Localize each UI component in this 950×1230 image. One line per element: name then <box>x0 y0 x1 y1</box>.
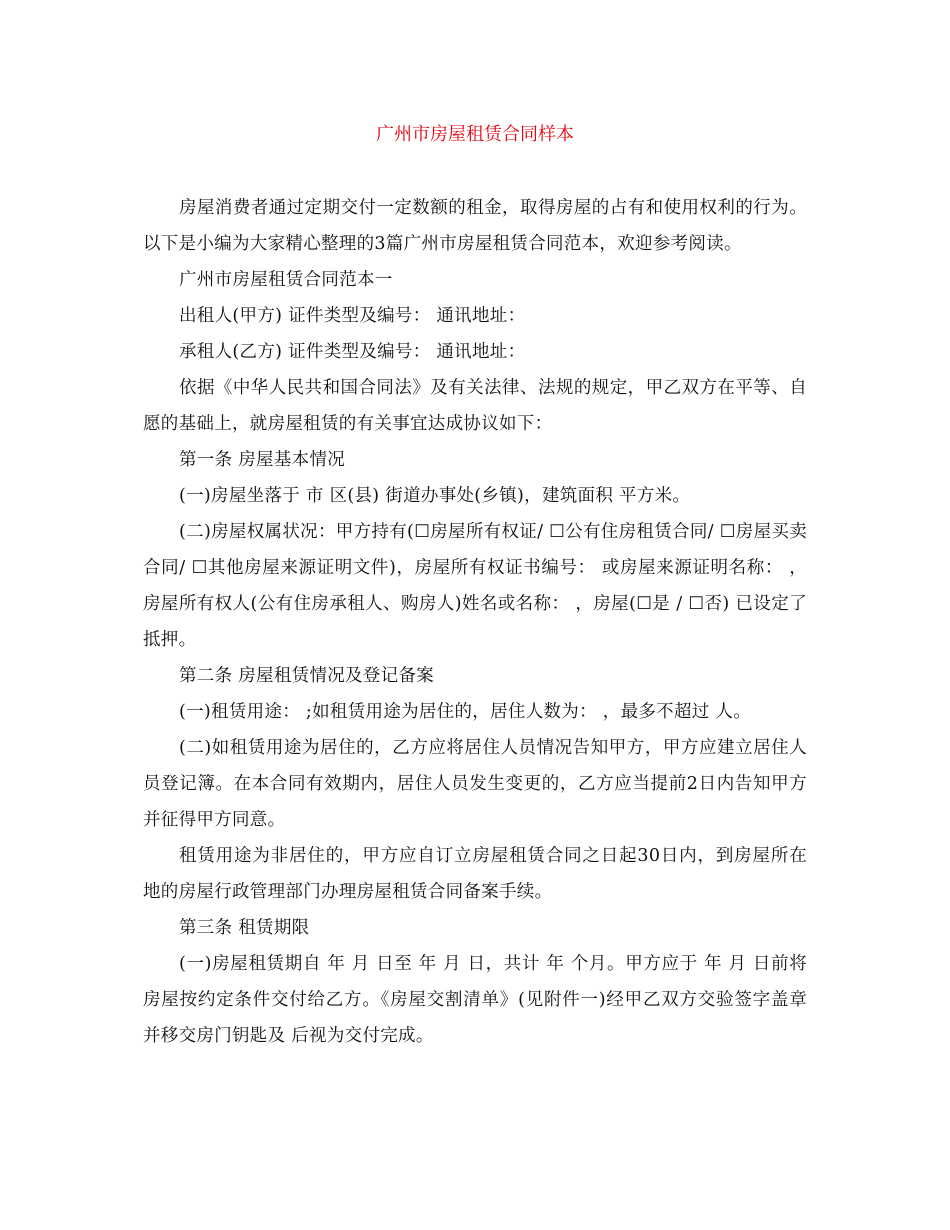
document-body <box>143 190 807 1054</box>
article-2-item-2: (二)如租赁用途为居住的，乙方应将居住人员情况告知甲方，甲方应建立居住人员登记簿。在本合同有效期内，居住人员发生变更的，乙方应当提前2日内告知甲方并征得甲方同意。 <box>143 738 807 830</box>
article-1-heading: 第一条 房屋基本情况 <box>179 450 346 470</box>
article-1-item-2: (二)房屋权属状况：甲方持有(☐房屋所有权证/ ☐公有住房租赁合同/ ☐房屋买卖合同/ ☐其他房屋来源证明文件)，房屋所有权证书编号： 或房屋来源证明名称： ，房屋所有权人(公有住房承租人、购房人)姓名或名称： ，房屋(☐是 / ☐否) 已设定了抵押。 <box>143 522 807 650</box>
lessee-line: 承租人(乙方) 证件类型及编号： 通讯地址： <box>179 342 526 362</box>
contract-sample-heading: 广州市房屋租赁合同范本一 <box>179 270 393 290</box>
intro-paragraph: 房屋消费者通过定期交付一定数额的租金，取得房屋的占有和使用权利的行为。以下是小编为大家精心整理的3篇广州市房屋租赁合同范本，欢迎参考阅读。 <box>143 198 807 254</box>
article-2-item-1: (一)租赁用途： ;如租赁用途为居住的，居住人数为： ，最多不超过 人。 <box>179 702 752 722</box>
article-3-item-1: (一)房屋租赁期自 年 月 日至 年 月 日，共计 年 个月。甲方应于 年 月 日前将房屋按约定条件交付给乙方。《房屋交割清单》(见附件一)经甲乙双方交验签字盖章并移交房门钥匙及 后视为交付完成。 <box>143 954 807 1046</box>
article-1-item-1: (一)房屋坐落于 市 区(县) 街道办事处(乡镇)，建筑面积 平方米。 <box>179 486 691 506</box>
legal-basis-paragraph: 依据《中华人民共和国合同法》及有关法律、法规的规定，甲乙双方在平等、自愿的基础上，就房屋租赁的有关事宜达成协议如下： <box>143 378 807 434</box>
lessor-line: 出租人(甲方) 证件类型及编号： 通讯地址： <box>179 306 526 326</box>
article-2-heading: 第二条 房屋租赁情况及登记备案 <box>179 666 435 686</box>
article-3-heading: 第三条 租赁期限 <box>179 918 310 938</box>
document-title: 广州市房屋租赁合同样本 <box>376 124 574 145</box>
article-2-non-residential: 租赁用途为非居住的，甲方应自订立房屋租赁合同之日起30日内，到房屋所在地的房屋行政管理部门办理房屋租赁合同备案手续。 <box>143 846 807 902</box>
